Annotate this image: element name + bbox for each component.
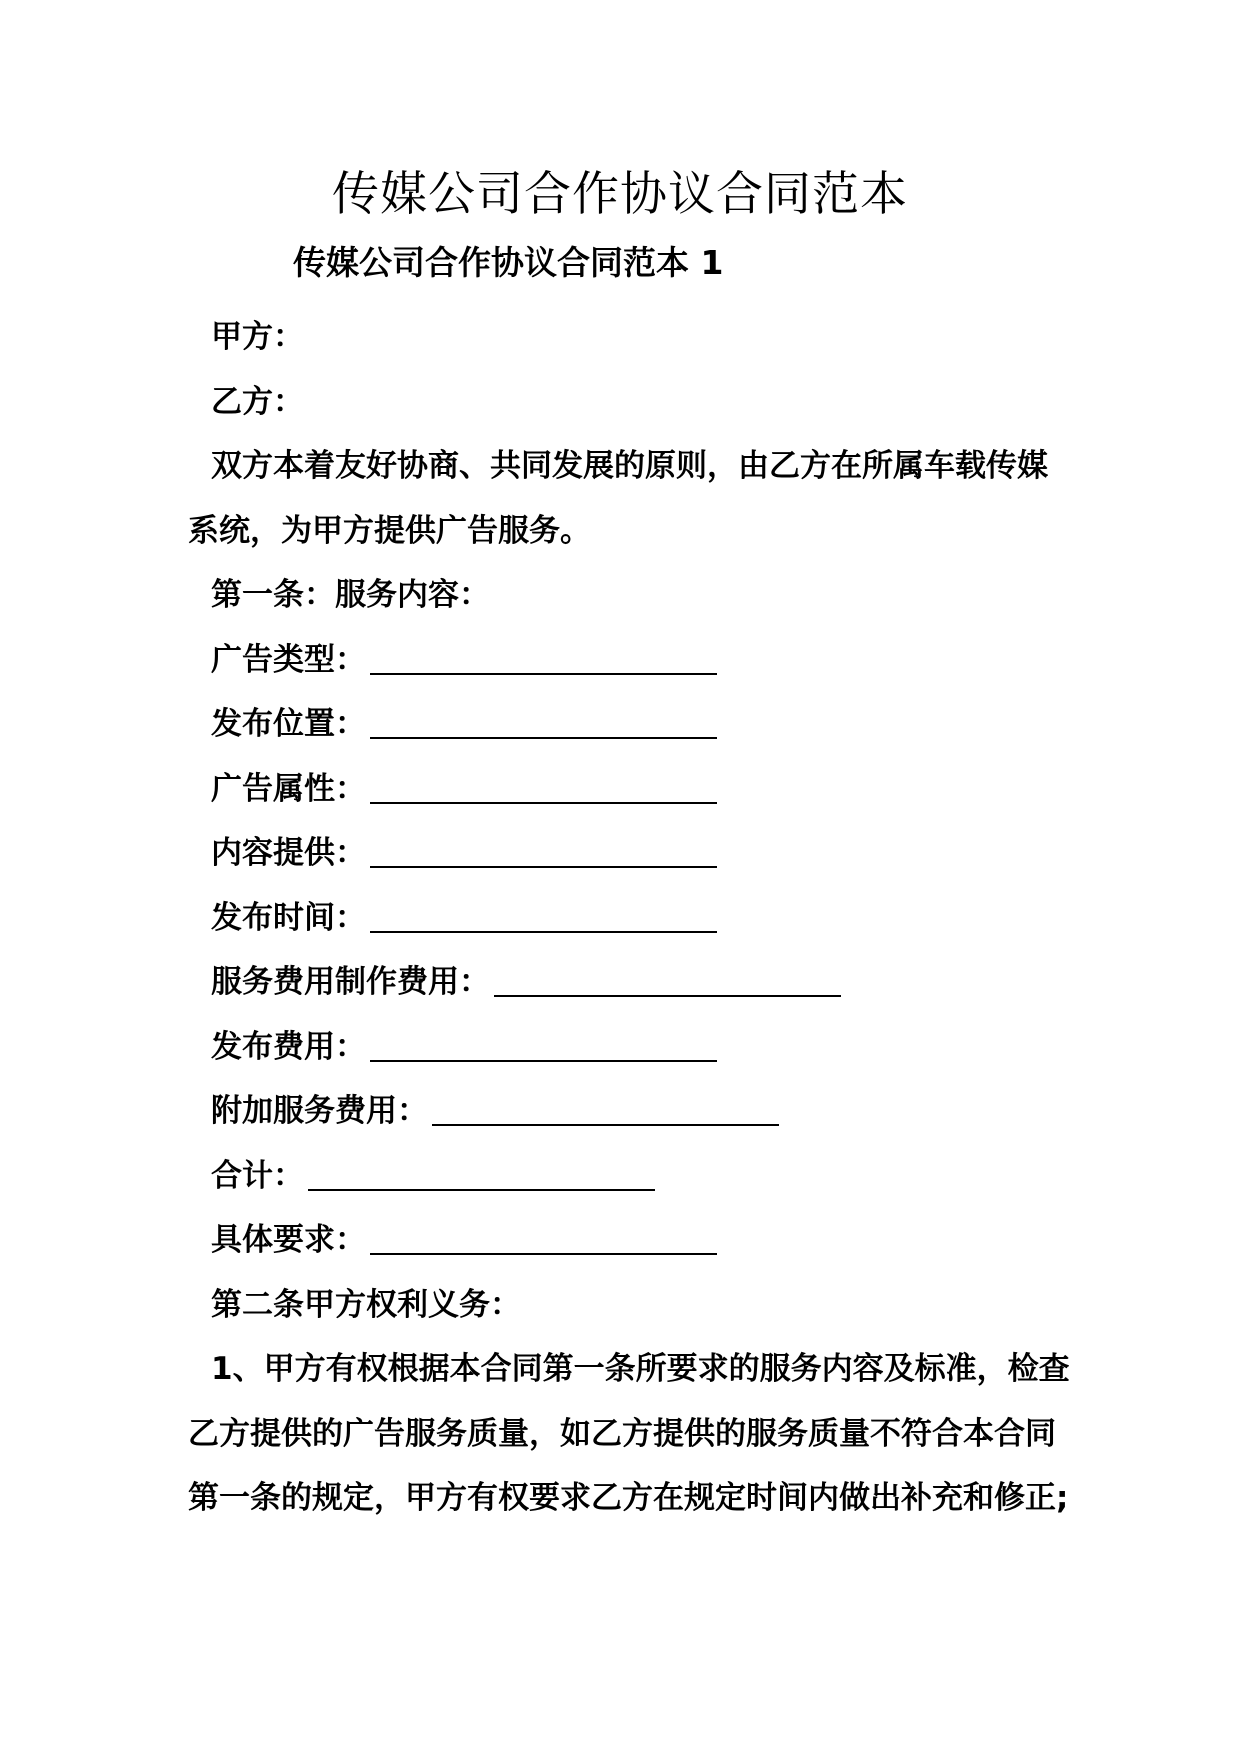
field-publish-location [188, 692, 1078, 757]
fill-blank [370, 1020, 717, 1062]
field-content-provider [188, 821, 1078, 886]
field-specific-requirements [188, 1208, 1078, 1273]
fill-blank [308, 1149, 655, 1191]
field-label: 附加服务费用： [211, 1093, 428, 1129]
intro-paragraph: 双方本着友好协商、共同发展的原则，由乙方在所属车载传媒系统，为甲方提供广告服务。 [188, 448, 1048, 549]
fill-blank [370, 891, 717, 933]
clause-1-paragraph: 1、甲方有权根据本合同第一条所要求的服务内容及标准，检查乙方提供的广告服务质量，如乙方提供的服务质量不符合本合同第一条的规定，甲方有权要求乙方在规定时间内做出补充和修正; [188, 1351, 1070, 1516]
field-label: 内容提供： [211, 835, 366, 871]
party-b-line: 乙方： [211, 383, 304, 420]
field-label: 发布费用： [211, 1028, 366, 1065]
fill-blank [370, 633, 717, 675]
fill-blank [432, 1084, 779, 1126]
field-label: 发布时间： [211, 899, 366, 936]
field-total [188, 1144, 1078, 1209]
field-publish-time [188, 886, 1078, 951]
fill-blank [370, 826, 717, 868]
field-label: 具体要求： [211, 1222, 366, 1258]
field-ad-type [188, 628, 1078, 693]
fill-blank [370, 1213, 717, 1255]
document-subtitle: 传媒公司合作协议合同范本 1 [293, 243, 724, 282]
document-body [188, 305, 1078, 1531]
fill-blank [494, 955, 841, 997]
document-title: 传媒公司合作协议合同范本 [332, 167, 908, 222]
field-label: 广告类型： [211, 641, 366, 678]
field-label: 服务费用制作费用： [211, 964, 490, 1000]
party-a-line: 甲方： [211, 319, 304, 355]
field-label: 广告属性： [211, 770, 366, 807]
field-production-fee [188, 950, 1078, 1015]
field-extra-service-fee [188, 1079, 1078, 1144]
field-publish-fee [188, 1015, 1078, 1080]
article-1-heading: 第一条：服务内容： [211, 577, 490, 613]
fill-blank [370, 697, 717, 739]
article-2-heading: 第二条甲方权利义务： [211, 1286, 521, 1323]
field-label: 合计： [211, 1157, 304, 1194]
field-label: 发布位置： [211, 706, 366, 742]
field-ad-attribute [188, 757, 1078, 822]
fill-blank [370, 762, 717, 804]
